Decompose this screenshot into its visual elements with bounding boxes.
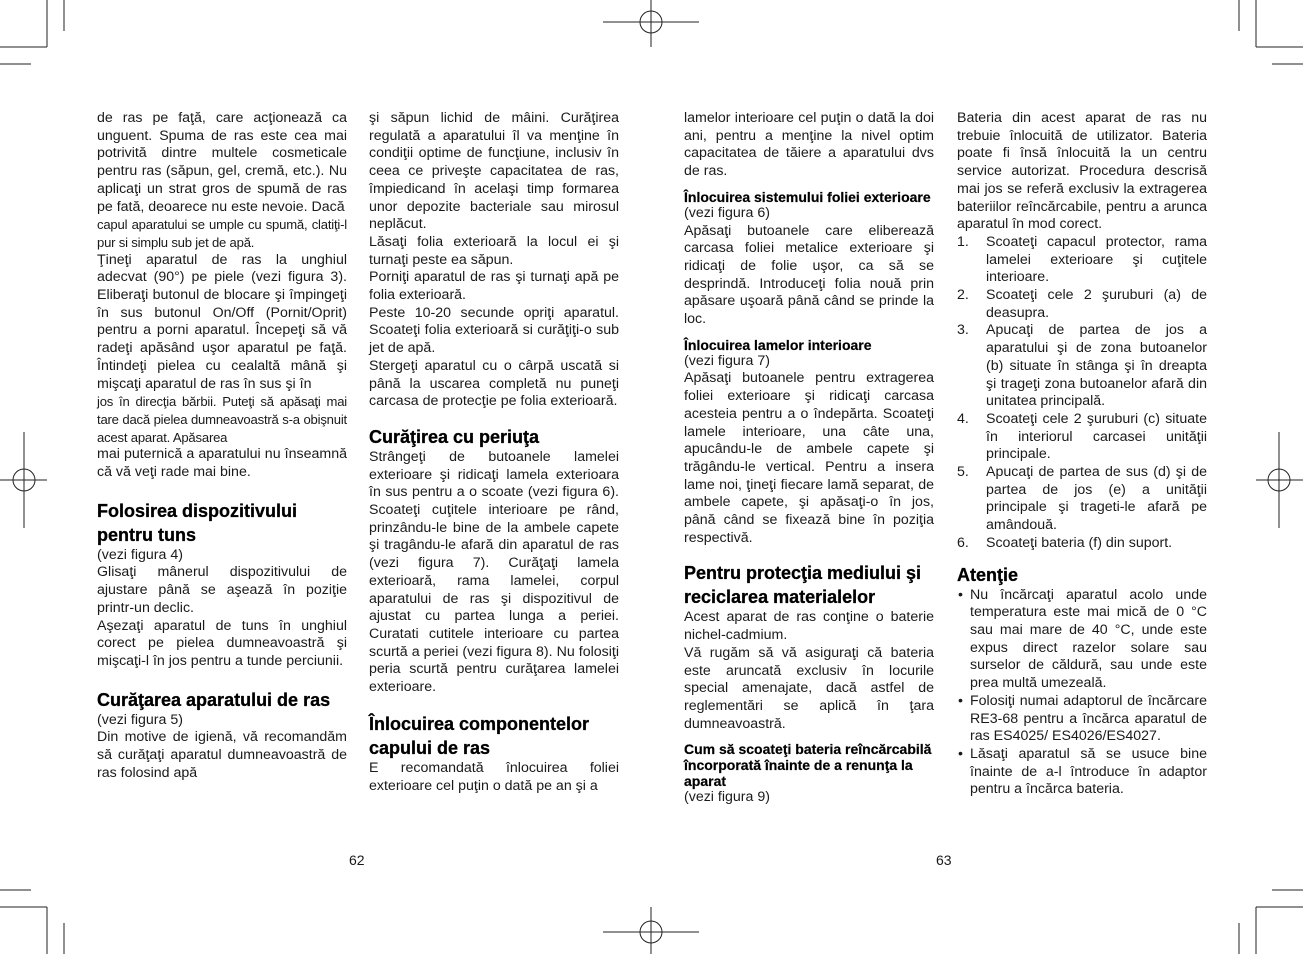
paragraph: mai puternică a aparatului nu înseamnă că vă veţi rade mai bine. xyxy=(97,446,347,481)
paragraph: Stergeţi aparatul cu o cârpă uscată si până la uscarea completă nu puneţi carcasa de protecţie pe folia exterioară. xyxy=(369,357,619,410)
paragraph: de ras pe faţă, care acţionează ca unguent. Spuma de ras este cea mai potrivită dintre multele cosmeticale pentru ras (săpun, gel, cremă, etc.). Nu aplicaţi un strat gros de spumă de ras pe fată, deoarece nu este nevoie. Dacă xyxy=(97,110,347,215)
list-text: Apucaţi de partea de sus (d) şi de partea de jos (e) a unităţii principale şi trageti-le afară pe amândouă. xyxy=(986,464,1207,534)
paragraph: Strângeţi de butoanele lamelei exterioare şi ridicaţi lamela exterioara în sus pentru a o scoate (vezi figura 6). Scoateţi cuţitele interioare pe rând, prinzându-le bine de la ambele capete şi tragându-le afară din aparatul de ras (vezi figura 7). Curăţaţi lamela exterioară, rama lamelei, corpul aparatului de ras şi dispozitivul de ajustat cu partea lunga a periei. Curatati cutitele interioare cu partea scurtă a periei (vezi figura 8). Nu folosiţi peria scurtă pentru curăţarea lamelei exterioare. xyxy=(369,448,619,696)
section-heading-environment: Pentru protecţia mediului şi reciclarea materialelor xyxy=(684,563,922,608)
section-heading-trimmer: Folosirea dispozitivului pentru tuns xyxy=(97,500,298,545)
section-heading-brush: Curăţirea cu periuţa xyxy=(369,426,540,447)
list-number: 2. xyxy=(957,287,969,304)
list-text: Apucaţi de partea de jos a aparatului şi de zona butoanelor (b) situate în stânga şi în dreapta şi trageţi zona butoanelor afară din unitatea principală. xyxy=(986,322,1207,410)
paragraph: Aşezaţi aparatul de tuns în unghiul corect pe pielea dumneavoastră şi mişcaţi-l în jos pentru a tunde perciunii. xyxy=(97,617,347,669)
paragraph: Glisaţi mânerul dispozitivului de ajustare până se aşează în poziţie printr-un declic. xyxy=(97,564,347,616)
subheading-blades: Înlocuirea lamelor interioare xyxy=(684,336,872,353)
list-number: 1. xyxy=(957,233,969,250)
section-heading-warning: Atenţie xyxy=(957,564,1019,585)
paragraph: Acest aparat de ras conţine o baterie nichel-cadmium. xyxy=(684,609,934,644)
paragraph: lamelor interioare cel puţin o dată la doi ani, pentru a menţine la nivel optim capacitatea de tăiere a aparatului dvs de ras. xyxy=(684,110,934,180)
list-text: Scoateţi cele 2 şuruburi (c) situate în interiorul carcasei unităţii principale. xyxy=(986,410,1207,463)
list-number: 5. xyxy=(957,464,969,481)
paragraph: Apăsaţi butoanele care eliberează carcasa foliei metalice exterioare şi ridicaţi de folie uşor, ca să se desprindă. Introduceţi folia nouă prin apăsare uşoară până când se prinde la loc. xyxy=(684,222,934,328)
paragraph: Peste 10-20 secunde opriţi aparatul. Scoateţi folia exterioară si curăţiţi-o sub jet de apă. xyxy=(369,304,619,357)
list-text: Scoateţi cele 2 şuruburi (a) de deasupra. xyxy=(986,287,1207,321)
list-item: • Nu încărcaţi aparatul acolo unde temperatura este mai mică de 0 °C sau mai mare de 40 °C, unde este expus direct razelor solare sau surselor de căldură, sau unde este prea multă umezeală. xyxy=(957,587,1207,693)
section-heading-replacement: Înlocuirea componentelor capului de ras xyxy=(369,713,590,758)
paragraph: Lăsaţi folia exterioară la locul ei şi turnaţi peste ea săpun. xyxy=(369,233,619,268)
figure-reference: (vezi figura 9) xyxy=(684,789,770,806)
column-1 xyxy=(97,110,347,783)
figure-reference: (vezi figura 4) xyxy=(97,546,183,563)
list-item xyxy=(957,535,1207,553)
list-item xyxy=(957,411,1207,464)
figure-reference: (vezi figura 7) xyxy=(684,352,770,369)
list-number: 3. xyxy=(957,322,969,339)
paragraph: Ţineţi aparatul de ras la unghiul adecvat (90°) pe piele (vezi figura 3). Eliberaţi butonul de blocare şi împingeţi în sus butonul On/Off (Pornit/Oprit) pentru a porni aparatul. Începeţi să vă radeţi apăsând uşor aparatul pe faţă. Întindeţi pielea cu cealaltă mână şi mişcaţi aparatul de ras în sus şi în xyxy=(97,251,347,392)
list-item xyxy=(957,287,1207,322)
list-item xyxy=(957,234,1207,287)
paragraph: Apăsaţi butoanele pentru extragerea foliei exterioare şi ridicaţi carcasa acesteia pentru a o îndepărta. Scoateţi lamele interioare, una câte una, apucându-le de ambele capete şi trăgându-le vertical. Pentru a insera lame noi, ţineţi fiecare lamă separat, de ambele capete, şi apăsaţi-o în jos, până când se fixează bine în poziţia respectivă. xyxy=(684,370,934,546)
paragraph: jos în direcţia bărbii. Puteţi să apăsaţi mai tare dacă pielea dumneavoastră s-a obişnuit acest aparat. Apăsarea xyxy=(97,394,347,445)
subheading-battery-removal: Cum să scoateţi bateria reîncărcabilă încorporată înainte de a renunţa la aparat xyxy=(684,741,932,790)
subheading-foil: Înlocuirea sistemului foliei exterioare xyxy=(684,188,931,205)
figure-reference: (vezi figura 6) xyxy=(684,204,770,221)
column-4 xyxy=(957,110,1207,799)
page-number-right: 63 xyxy=(936,852,952,868)
list-text: Scoateţi bateria (f) din suport. xyxy=(986,534,1173,551)
list-item: • Folosiţi numai adaptorul de încărcare RE3-68 pentru a încărca aparatul de ras ES4025/ ES4026/ES4027. xyxy=(957,693,1207,746)
paragraph: Porniţi aparatul de ras şi turnaţi apă pe folia exterioară. xyxy=(369,269,619,304)
paragraph: Bateria din acest aparat de ras nu trebuie înlocuită de utilizator. Bateria poate fi însă înlocuită la un centru service autorizat. Procedura descrisă mai jos se referă exclusiv la extragerea bateriilor reîncărcabile, pentru a arunca aparatul în mod corect. xyxy=(957,110,1207,233)
list-number: 4. xyxy=(957,410,969,427)
paragraph: capul aparatului se umple cu spumă, clatiţi-l pur si simplu sub jet de apă. xyxy=(97,217,347,250)
list-item xyxy=(957,322,1207,411)
paragraph: E recomandată înlocuirea foliei exterioare cel puţin o dată pe an şi a xyxy=(369,759,619,794)
list-item: • Lăsaţi aparatul să se usuce bine înainte de a-l întroduce în adaptor pentru a încărca bateria. xyxy=(957,746,1207,799)
removal-steps-list xyxy=(957,234,1207,553)
column-3 xyxy=(684,110,934,807)
section-heading-cleaning: Curăţarea aparatului de ras xyxy=(97,689,331,710)
list-item xyxy=(957,464,1207,535)
paragraph: Din motive de igienă, vă recomandăm să curăţaţi aparatul dumneavoastră de ras folosind apă xyxy=(97,729,347,781)
list-text: Scoateţi capacul protector, rama lamelei exterioare şi cuţitele interioare. xyxy=(986,233,1207,286)
column-2 xyxy=(369,110,619,795)
warning-list xyxy=(957,587,1207,799)
list-number: 6. xyxy=(957,534,969,551)
figure-reference: (vezi figura 5) xyxy=(97,711,183,728)
page-number-left: 62 xyxy=(349,852,365,868)
paragraph: şi săpun lichid de mâini. Curăţirea regulată a aparatului îl va menţine în condiţii optime de funcţiune, inclusiv în ceea ce priveşte capacitatea de ras, împiedicand în acelaşi timp formarea unor depozite bacteriale sau mirosul neplăcut. xyxy=(369,110,619,233)
paragraph: Vă rugăm să vă asiguraţi că bateria este aruncată exclusiv în locurile special amenajate, dacă astfel de reglementări se aplică în ţara dumneavoastră. xyxy=(684,644,934,732)
